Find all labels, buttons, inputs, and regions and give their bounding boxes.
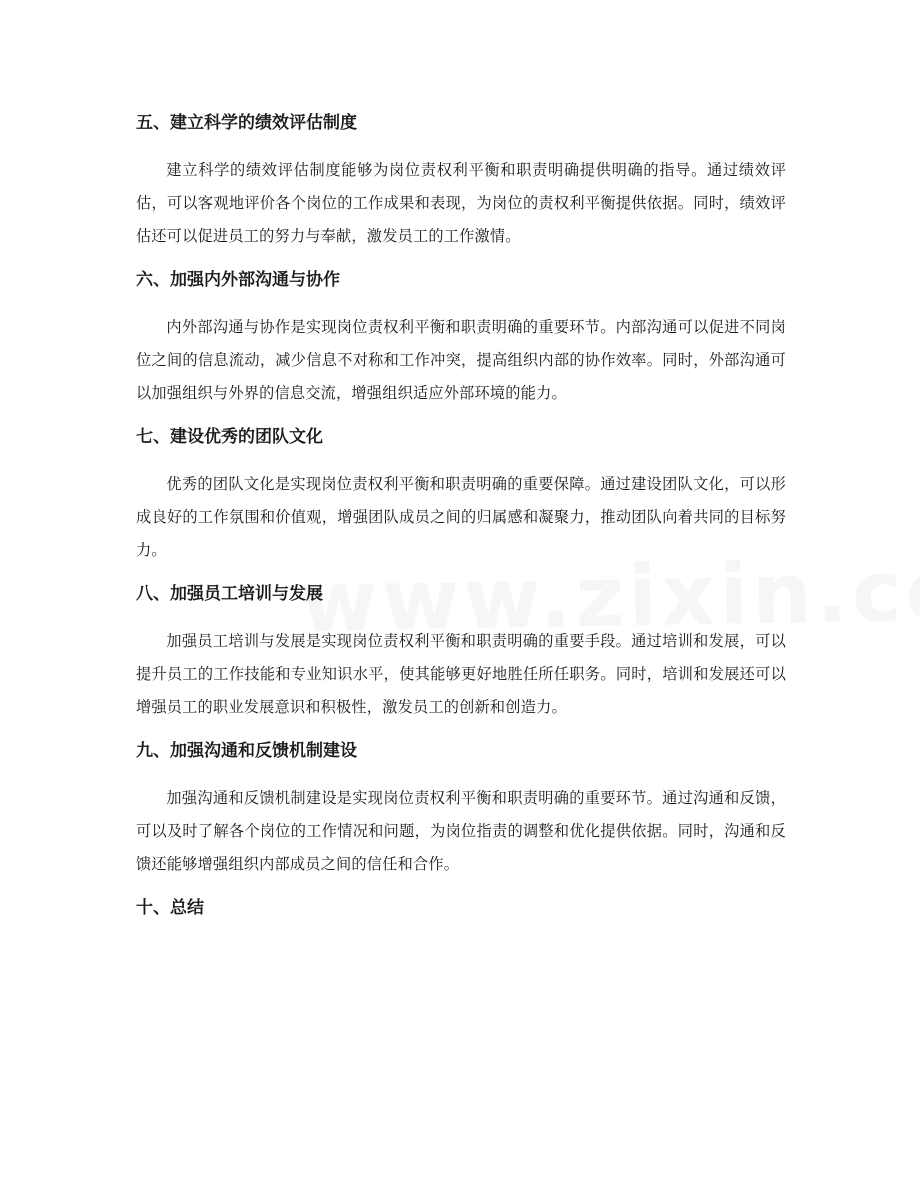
section-heading: 七、建设优秀的团队文化: [136, 427, 323, 447]
section-paragraph: 加强员工培训与发展是实现岗位责权利平衡和职责明确的重要手段。通过培训和发展，可以提升员工的工作技能和专业知识水平，使其能够更好地胜任所任职务。同时，培训和发展还可以增强员工的职业发展意识和积极性，激发员工的创新和创造力。: [136, 632, 786, 716]
document-body: [136, 106, 786, 939]
section-paragraph: 建立科学的绩效评估制度能够为岗位责权利平衡和职责明确提供明确的指导。通过绩效评估，可以客观地评价各个岗位的工作成果和表现，为岗位的责权利平衡提供依据。同时，绩效评估还可以促进员工的努力与奉献，激发员工的工作激情。: [136, 161, 786, 245]
section-paragraph: 内外部沟通与协作是实现岗位责权利平衡和职责明确的重要环节。内部沟通可以促进不同岗位之间的信息流动，减少信息不对称和工作冲突，提高组织内部的协作效率。同时，外部沟通可以加强组织与外界的信息交流，增强组织适应外部环境的能力。: [136, 318, 786, 402]
section-8: [136, 577, 786, 724]
section-heading: 十、总结: [136, 898, 204, 918]
section-10: [136, 891, 786, 925]
section-9: [136, 734, 786, 881]
section-paragraph: 加强沟通和反馈机制建设是实现岗位责权利平衡和职责明确的重要环节。通过沟通和反馈，可以及时了解各个岗位的工作情况和问题，为岗位指责的调整和优化提供依据。同时，沟通和反馈还能够增强组织内部成员之间的信任和合作。: [136, 789, 786, 873]
section-heading: 九、加强沟通和反馈机制建设: [136, 741, 357, 761]
section-6: [136, 263, 786, 410]
section-heading: 五、建立科学的绩效评估制度: [136, 113, 357, 133]
section-7: [136, 420, 786, 567]
section-heading: 六、加强内外部沟通与协作: [136, 270, 340, 290]
section-heading: 八、加强员工培训与发展: [136, 584, 323, 604]
section-5: [136, 106, 786, 253]
section-paragraph: 优秀的团队文化是实现岗位责权利平衡和职责明确的重要保障。通过建设团队文化，可以形成良好的工作氛围和价值观，增强团队成员之间的归属感和凝聚力，推动团队向着共同的目标努力。: [136, 475, 786, 559]
